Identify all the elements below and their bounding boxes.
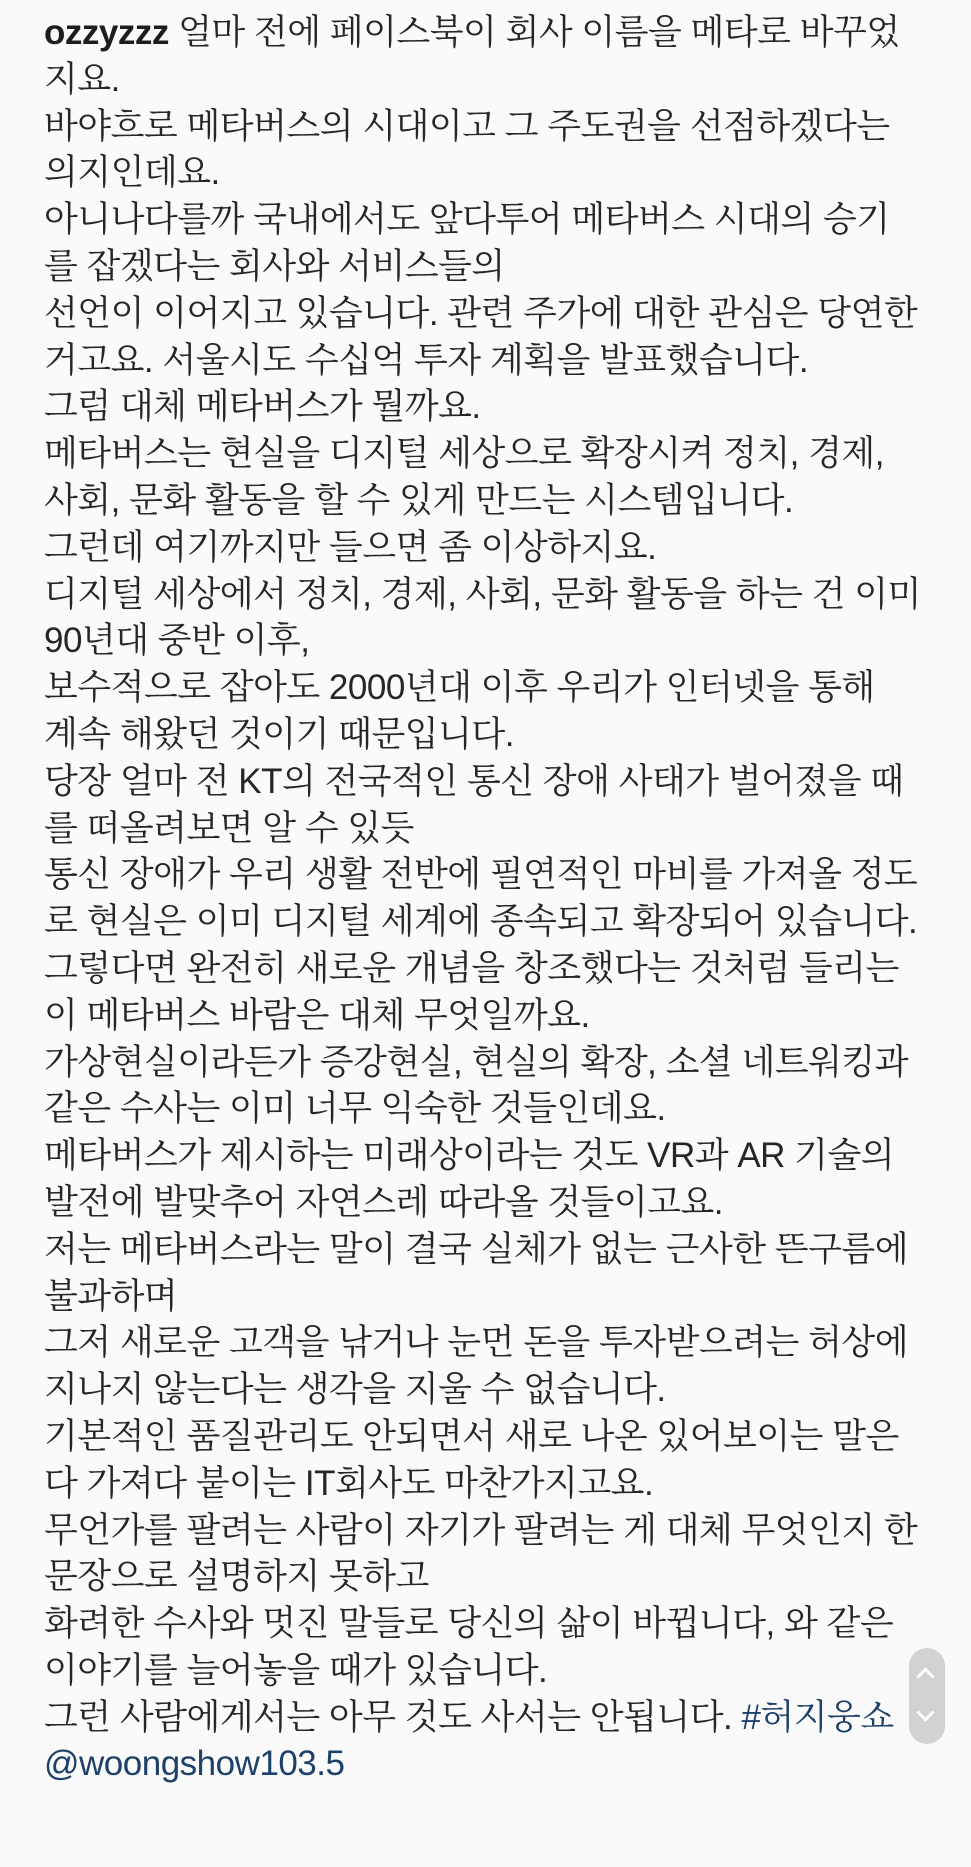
caption-line [44, 712, 944, 759]
mention-link[interactable]: @woongshow103.5 [44, 1744, 345, 1784]
caption-text: 무언가를 팔려는 사람이 자기가 팔려는 게 대체 무엇인지 한 [44, 1510, 918, 1550]
caption-line [44, 1320, 944, 1367]
caption-line [44, 338, 944, 385]
caption-line [44, 104, 944, 151]
caption-text: 통신 장애가 우리 생활 전반에 필연적인 마비를 가져올 정도 [44, 855, 918, 895]
caption-line [44, 1695, 944, 1742]
caption-text: 사회, 문화 활동을 할 수 있게 만드는 시스템입니다. [44, 480, 794, 520]
caption-line [44, 1601, 944, 1648]
caption-text: 당장 얼마 전 KT의 전국적인 통신 장애 사태가 벌어졌을 때 [44, 761, 904, 801]
caption-text: 저는 메타버스라는 말이 결국 실체가 없는 근사한 뜬구름에 [44, 1229, 909, 1269]
caption-text: 디지털 세상에서 정치, 경제, 사회, 문화 활동을 하는 건 이미 [44, 574, 921, 614]
caption-text: 를 잡겠다는 회사와 서비스들의 [44, 246, 505, 286]
caption-text: 이 메타버스 바람은 대체 무엇일까요. [44, 995, 590, 1035]
caption-text: 발전에 발맞추어 자연스레 따라올 것들이고요. [44, 1182, 724, 1222]
caption-line [44, 993, 944, 1040]
caption-line [44, 806, 944, 853]
caption-text: 이야기를 늘어놓을 때가 있습니다. [44, 1650, 548, 1690]
caption-line [44, 1274, 944, 1321]
caption-line [44, 1461, 944, 1508]
caption-line [44, 1741, 944, 1788]
caption-line [44, 759, 944, 806]
caption-text: 바야흐로 메타버스의 시대이고 그 주도권을 선점하겠다는 [44, 106, 890, 146]
caption-line [44, 244, 944, 291]
caption-text: 를 떠올려보면 알 수 있듯 [44, 808, 414, 848]
caption-text: 화려한 수사와 멋진 말들로 당신의 삶이 바뀝니다, 와 같은 [44, 1604, 894, 1644]
caption-text: 그런데 여기까지만 들으면 좀 이상하지요. [44, 527, 657, 567]
caption-line [44, 1133, 944, 1180]
caption-text: 얼마 전에 페이스북이 회사 이름을 메타로 바꾸었 [168, 13, 900, 52]
chevron-up-icon[interactable] [916, 1667, 934, 1685]
caption-text: 아니나다를까 국내에서도 앞다투어 메타버스 시대의 승기 [44, 200, 890, 240]
caption-line [44, 197, 944, 244]
caption-text: 같은 수사는 이미 너무 익숙한 것들인데요. [44, 1089, 666, 1129]
caption-text: 메타버스는 현실을 디지털 세상으로 확장시켜 정치, 경제, [44, 434, 884, 474]
caption-line [44, 525, 944, 572]
caption-text: 다 가져다 붙이는 IT회사도 마찬가지고요. [44, 1463, 654, 1503]
caption-line [44, 1508, 944, 1555]
caption-text: 불과하며 [44, 1276, 178, 1316]
caption-text: 선언이 이어지고 있습니다. 관련 주가에 대한 관심은 당연한 [44, 293, 918, 333]
caption-line [44, 1367, 944, 1414]
caption-line [44, 1040, 944, 1087]
caption-line [44, 899, 944, 946]
caption-line [44, 1554, 944, 1601]
caption-line [44, 852, 944, 899]
caption-text: 지나지 않는다는 생각을 지울 수 없습니다. [44, 1370, 666, 1410]
caption-text: 로 현실은 이미 디지털 세계에 종속되고 확장되어 있습니다. [44, 902, 918, 942]
hashtag-link[interactable]: #허지웅쇼 [741, 1697, 894, 1737]
caption-text: 계속 해왔던 것이기 때문입니다. [44, 714, 514, 754]
caption-line [44, 946, 944, 993]
caption-text: 문장으로 설명하지 못하고 [44, 1557, 429, 1597]
caption [44, 10, 944, 1788]
caption-line [44, 1648, 944, 1695]
caption-text: 그럼 대체 메타버스가 뭘까요. [44, 387, 481, 427]
caption-line [44, 618, 944, 665]
caption-line [44, 1414, 944, 1461]
caption-text: 거고요. 서울시도 수십억 투자 계획을 발표했습니다. [44, 340, 809, 380]
caption-line [44, 57, 944, 104]
caption-text: 보수적으로 잡아도 2000년대 이후 우리가 인터넷을 통해 [44, 668, 875, 708]
caption-line [44, 665, 944, 712]
caption-line [44, 10, 944, 57]
caption-line [44, 478, 944, 525]
caption-line [44, 1180, 944, 1227]
caption-text: 그런 사람에게서는 아무 것도 사서는 안됩니다. [44, 1697, 742, 1737]
caption-line [44, 384, 944, 431]
caption-text: 의지인데요. [44, 153, 220, 193]
caption-text: 지요. [44, 59, 120, 99]
caption-text: 그저 새로운 고객을 낚거나 눈먼 돈을 투자받으려는 허상에 [44, 1323, 909, 1363]
caption-text: 그렇다면 완전히 새로운 개념을 창조했다는 것처럼 들리는 [44, 948, 899, 988]
caption-line [44, 291, 944, 338]
caption-line [44, 572, 944, 619]
caption-line [44, 1086, 944, 1133]
username-link[interactable]: ozzyzzz [44, 13, 169, 52]
caption-line [44, 150, 944, 197]
chevron-down-icon[interactable] [916, 1703, 934, 1721]
caption-text: 가상현실이라든가 증강현실, 현실의 확장, 소셜 네트워킹과 [44, 1042, 909, 1082]
scroll-pill[interactable] [909, 1648, 945, 1744]
caption-line [44, 431, 944, 478]
caption-text: 90년대 중반 이후, [44, 621, 310, 661]
caption-text: 메타버스가 제시하는 미래상이라는 것도 VR과 AR 기술의 [44, 1136, 895, 1176]
caption-line [44, 1227, 944, 1274]
caption-text: 기본적인 품질관리도 안되면서 새로 나온 있어보이는 말은 [44, 1416, 899, 1456]
